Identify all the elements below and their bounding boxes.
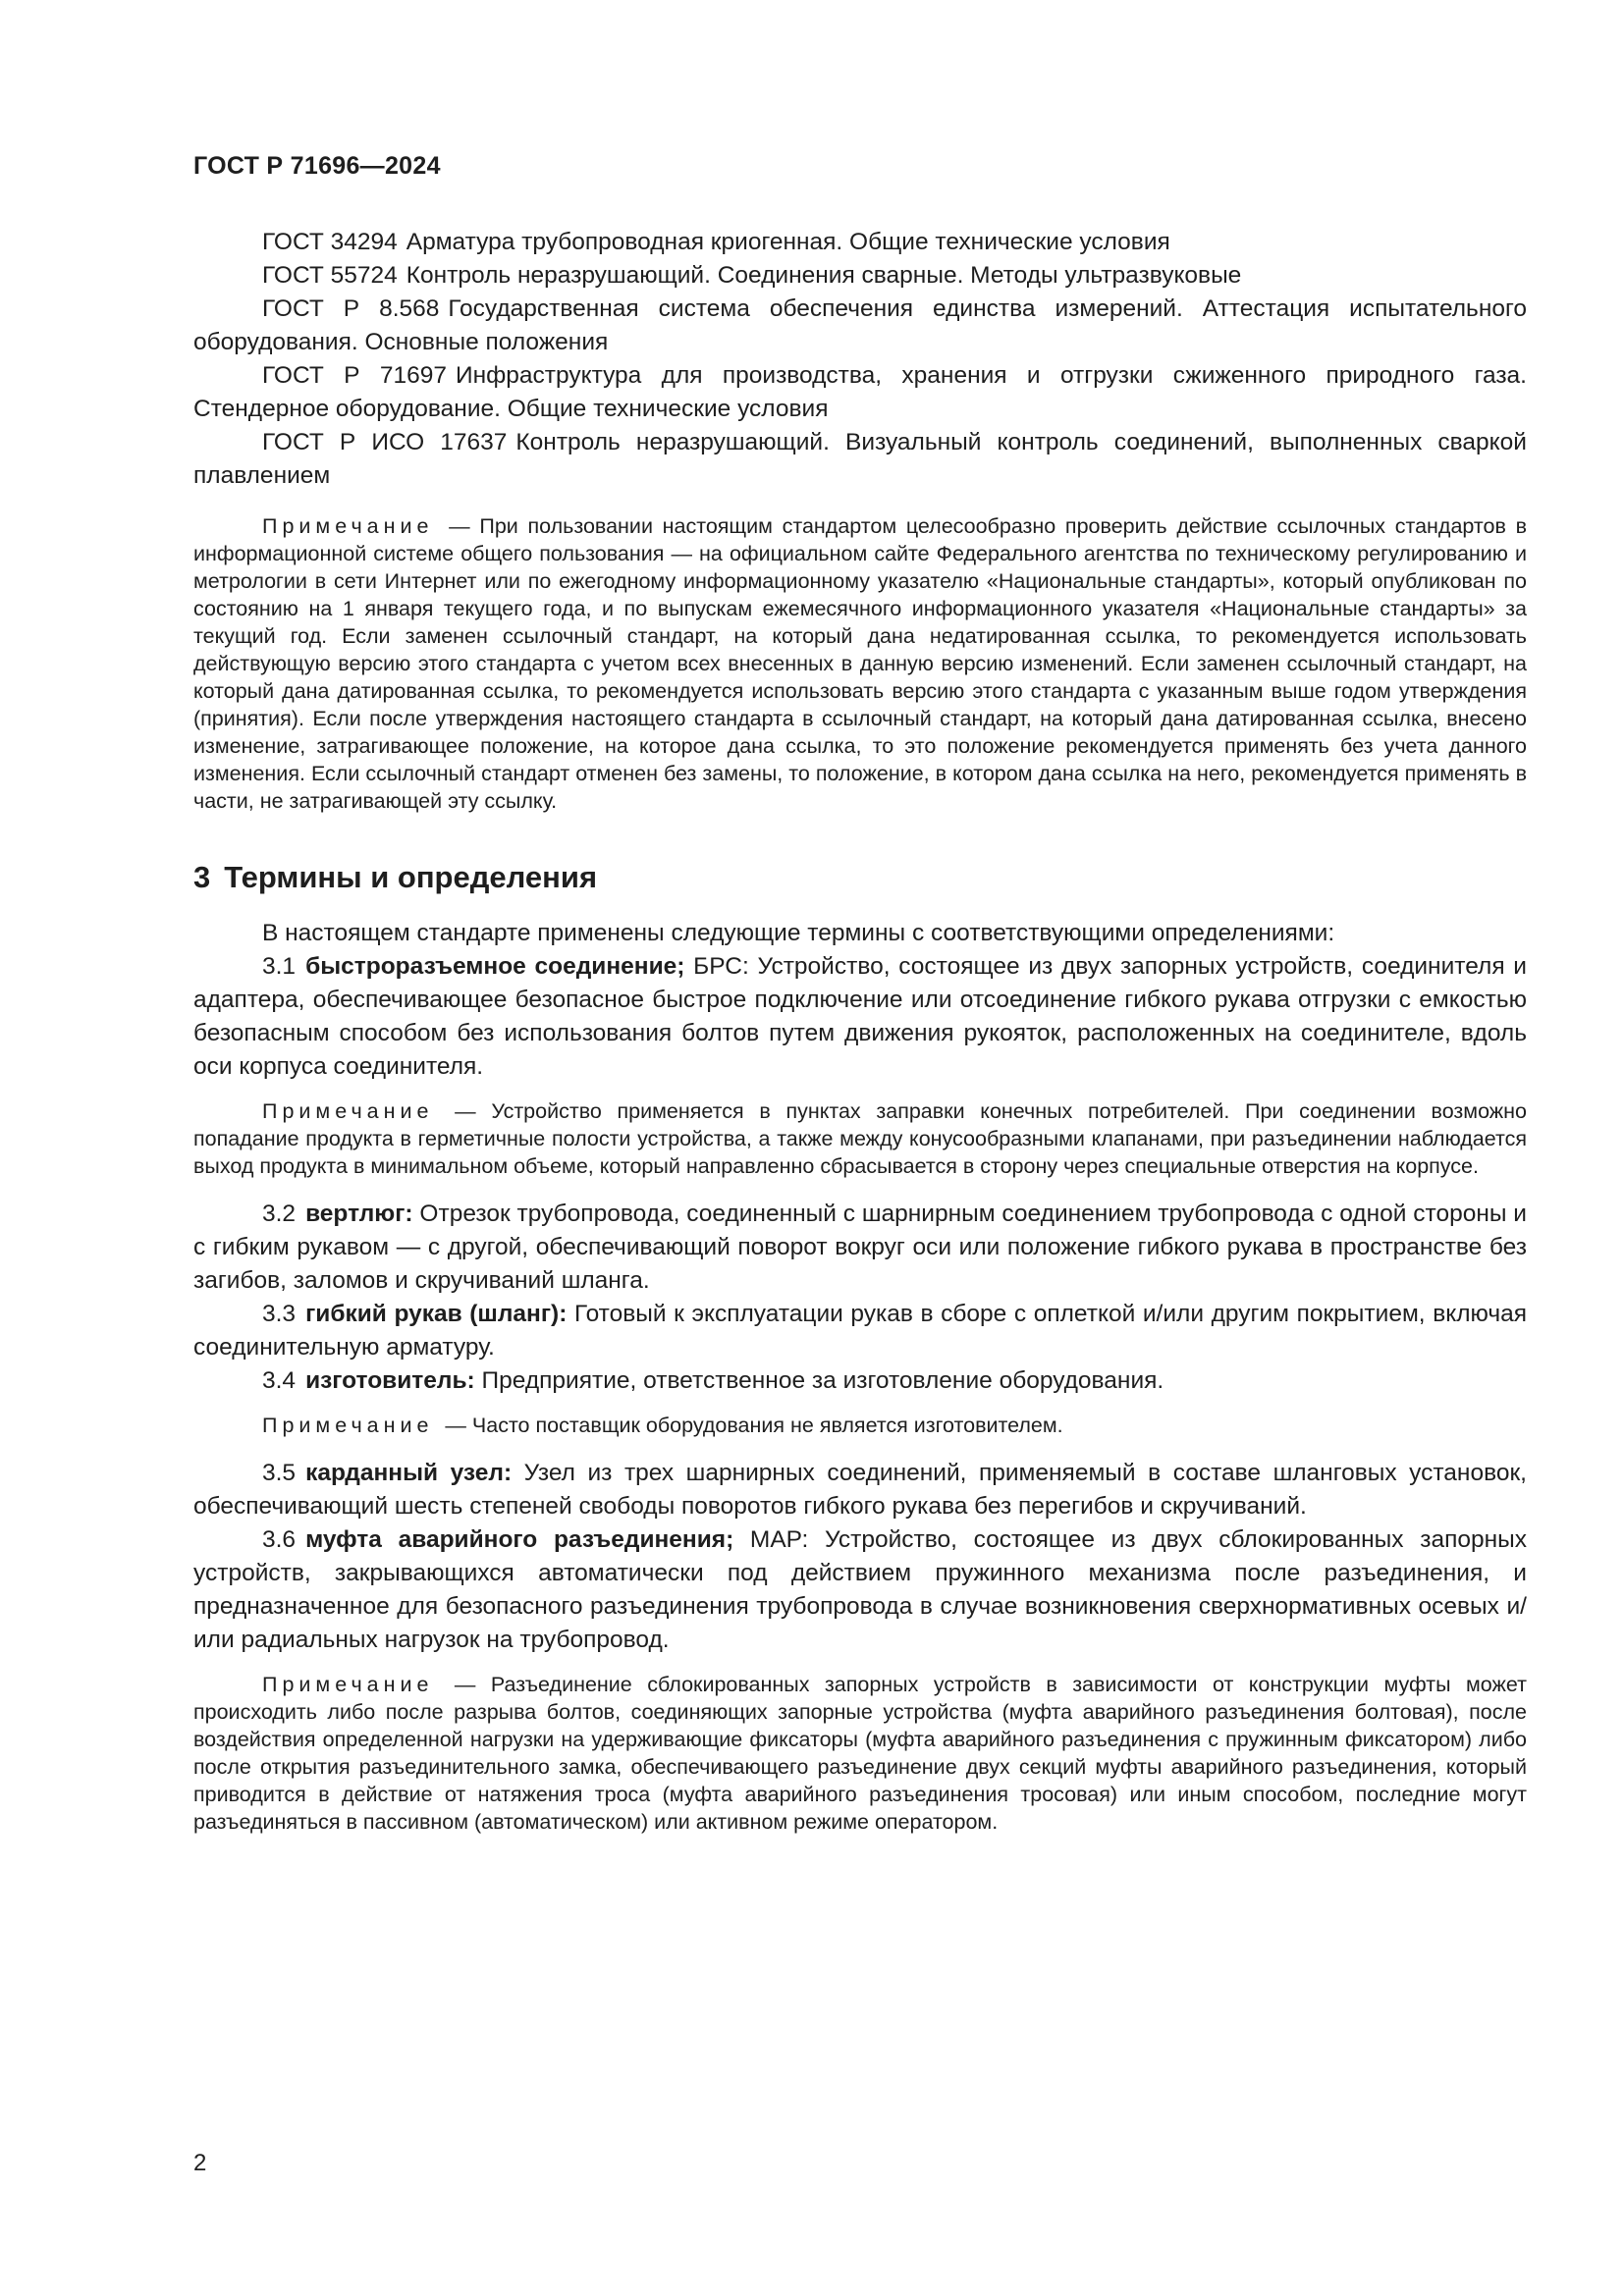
term-number: 3.5	[262, 1460, 297, 1486]
note-label: Примечание	[262, 1414, 434, 1437]
reference-code: ГОСТ Р 71697	[262, 362, 447, 389]
term-note	[193, 1671, 1527, 1836]
term-definition: Отрезок трубопровода, соединенный с шарнирным соединением трубопровода с одной стороны и с гибким рукавом — с другой, обеспечивающий поворот вокруг оси или положение гибкого рукава в пространстве без загибов, заломов и скручиваний шланга.	[193, 1201, 1527, 1294]
term-number: 3.2	[262, 1201, 297, 1227]
normative-references-list	[193, 226, 1527, 493]
note-text: Часто поставщик оборудования не является изготовителем.	[471, 1414, 1063, 1437]
note-label: Примечание	[262, 1099, 434, 1123]
reference-code: ГОСТ Р ИСО 17637	[262, 429, 508, 455]
section-title: Термины и определения	[224, 860, 598, 894]
reference-code: ГОСТ 34294	[262, 229, 398, 255]
term-number: 3.1	[262, 953, 297, 980]
term-definition: Узел из трех шарнирных соединений, применяемый в составе шланговых установок, обеспечивающий шесть степеней свободы поворотов гибкого рукава без перегибов и скручиваний.	[193, 1460, 1527, 1520]
reference-code: ГОСТ Р 8.568	[262, 295, 440, 322]
section-intro: В настоящем стандарте применены следующие термины с соответствующими определениями:	[262, 920, 1335, 946]
reference-title: Контроль неразрушающий. Соединения сварные. Методы ультразвуковые	[406, 262, 1242, 289]
note-dash: —	[439, 1673, 491, 1696]
reference-title: Контроль неразрушающий. Визуальный контроль соединений, выполненных сваркой плавлением	[193, 429, 1527, 489]
term-number: 3.6	[262, 1526, 297, 1553]
reference-code: ГОСТ 55724	[262, 262, 398, 289]
reference-item	[193, 359, 1527, 426]
term-note	[193, 1097, 1527, 1180]
term-name: вертлюг:	[305, 1201, 413, 1227]
term-name: муфта аварийного разъединения;	[305, 1526, 734, 1553]
term-name: гибкий рукав (шланг):	[305, 1301, 568, 1327]
term-number: 3.4	[262, 1367, 297, 1394]
term-name: изготовитель:	[305, 1367, 475, 1394]
note-label: Примечание	[262, 514, 434, 538]
reference-title: Арматура трубопроводная криогенная. Общие технические условия	[406, 229, 1170, 255]
term-item	[193, 1457, 1527, 1523]
term-item	[193, 1523, 1527, 1657]
document-header: ГОСТ Р 71696—2024	[193, 152, 441, 180]
term-name: карданный узел:	[305, 1460, 513, 1486]
term-number: 3.3	[262, 1301, 297, 1327]
note-dash: —	[439, 514, 480, 538]
note-dash: —	[439, 1099, 492, 1123]
note-text: Разъединение сблокированных запорных устройств в зависимости от конструкции муфты может происходить либо после разрыва болтов, соединяющих запорные устройства (муфта аварийного разъединения болтовая), после воздействия определенной нагрузки на удерживающие фиксаторы (муфта аварийного разъединения с пружинным фиксатором) либо после открытия разъединительного замка, обеспечивающего разъединение двух секций муфты аварийного разъединения, который приводится в действие от натяжения троса (муфта аварийного разъединения тросовая) или иным способом, последние могут разъединяться в пассивном (автоматическом) или активном режиме оператором.	[193, 1673, 1527, 1834]
reference-item	[193, 426, 1527, 493]
note-text: Устройство применяется в пунктах заправки конечных потребителей. При соединении возможно попадание продукта в герметичные полости устройства, а также между конусообразными клапанами, при разъединении наблюдается выход продукта в минимальном объеме, который направленно сбрасывается в сторону через специальные отверстия на корпусе.	[193, 1099, 1527, 1178]
term-item	[193, 1198, 1527, 1298]
page-number: 2	[193, 2150, 207, 2176]
reference-title: Государственная система обеспечения единства измерений. Аттестация испытательного оборудования. Основные положения	[193, 295, 1527, 355]
document-body	[193, 226, 1527, 1853]
reference-item	[193, 226, 1527, 259]
references-note	[193, 512, 1527, 815]
term-note	[193, 1412, 1527, 1439]
term-item	[193, 1298, 1527, 1364]
term-definition: МАР: Устройство, состоящее из двух сблокированных запорных устройств, закрывающихся автоматически под действием пружинного механизма после разъединения, и предназначенное для безопасного разъединения трубопровода в случае возникновения сверхнормативных осевых и/или радиальных нагрузок на трубопровод.	[193, 1526, 1527, 1653]
term-item	[193, 1364, 1527, 1398]
note-text: При пользовании настоящим стандартом целесообразно проверить действие ссылочных стандартов в информационной системе общего пользования — на официальном сайте Федерального агентства по техническому регулированию и метрологии в сети Интернет или по ежегодному информационному указателю «Национальные стандарты», который опубликован по состоянию на 1 января текущего года, и по выпускам ежемесячного информационного указателя «Национальные стандарты» за текущий год. Если заменен ссылочный стандарт, на который дана недатированная ссылка, то рекомендуется использовать действующую версию этого стандарта с учетом всех внесенных в данную версию изменений. Если заменен ссылочный стандарт, на который дана датированная ссылка, то рекомендуется использовать версию этого стандарта с указанным выше годом утверждения (принятия). Если после утверждения настоящего стандарта в ссылочный стандарт, на который дана датированная ссылка, внесено изменение, затрагивающее положение, на которое дана ссылка, то это положение рекомендуется применять без учета данного изменения. Если ссылочный стандарт отменен без замены, то положение, в котором дана ссылка на него, рекомендуется применять в части, не затрагивающей эту ссылку.	[193, 514, 1528, 813]
term-item	[193, 950, 1527, 1084]
term-name: быстроразъемное соединение;	[305, 953, 685, 980]
section-number: 3	[193, 860, 211, 894]
term-definition: БРС: Устройство, состоящее из двух запорных устройств, соединителя и адаптера, обеспечивающее безопасное быстрое подключение или отсоединение гибкого рукава отгрузки с емкостью безопасным способом без использования болтов путем движения рукояток, расположенных на соединителе, вдоль оси корпуса соединителя.	[193, 953, 1527, 1080]
reference-title: Инфраструктура для производства, хранения и отгрузки сжиженного природного газа. Стендерное оборудование. Общие технические условия	[193, 362, 1527, 422]
section-heading	[193, 860, 1527, 895]
term-definition: Предприятие, ответственное за изготовление оборудования.	[474, 1367, 1164, 1394]
reference-item	[193, 293, 1527, 359]
term-definition: Готовый к эксплуатации рукав в сборе с оплеткой и/или другим покрытием, включая соединительную арматуру.	[193, 1301, 1527, 1361]
reference-item	[193, 259, 1527, 293]
terms-section	[193, 917, 1527, 1836]
note-dash: —	[439, 1414, 472, 1437]
note-label: Примечание	[262, 1673, 434, 1696]
